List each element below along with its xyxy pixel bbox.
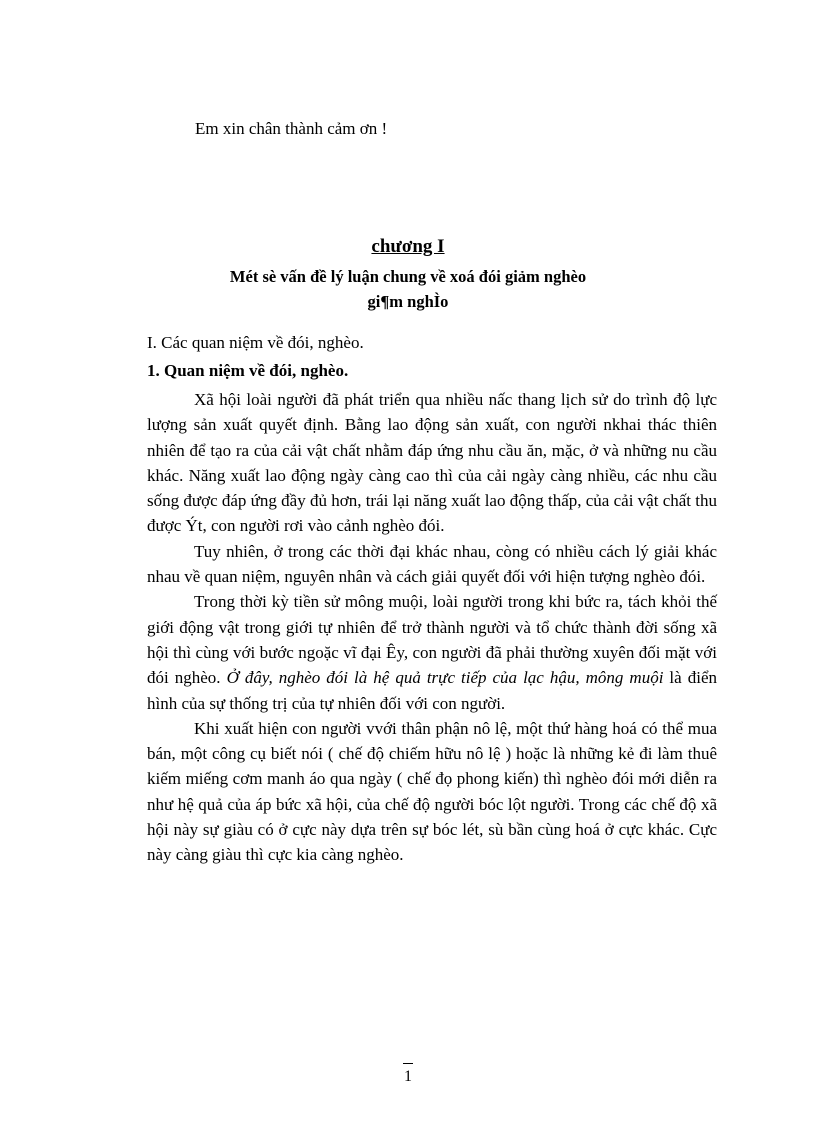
paragraph-text: Trong thời kỳ tiền sử mông muội, loài người trong khi bức ra, tách khỏi thế giới động vật trong giới tự nhiên để trở thành người và tổ chức thành đời sống xã hội thì cùng với bước ngoặc vĩ đại Êy, con người đã phải thường xuyên đối mặt với đói nghèo. (147, 592, 717, 688)
page-number-footer (0, 1063, 816, 1088)
chapter-subtitle: Mét sè vấn đề lý luận chung về xoá đói giảm nghèo (229, 267, 587, 286)
paragraph (147, 589, 717, 715)
paragraph-italic-text: Ở đây, nghèo đói là hệ quả trực tiếp của lạc hậu, mông muội (226, 668, 664, 688)
chapter-subtitle-continuation: gi¶m nghÌo (367, 292, 449, 311)
paragraph-text: là điển hình của sự thống trị của tự nhiên đối với con người. (147, 668, 717, 713)
thanks-line: Em xin chân thành cảm ơn ! (195, 119, 388, 138)
page-number: 1 (403, 1063, 413, 1088)
paragraph: Tuy nhiên, ở trong các thời đại khác nhau, còng có nhiều cách lý giải khác nhau về quan niệm, nguyên nhân và cách giải quyết đối với hiện tượng nghèo đói. (147, 541, 717, 587)
paragraph: Khi xuất hiện con người vvới thân phận nô lệ, một thứ hàng hoá có thể mua bán, một công cụ biết nói ( chế độ chiếm hữu nô lệ ) hoặc là những kẻ đi làm thuê kiếm miếng cơm manh áo qua ngày ( chế đọ phong kiến) thì nghèo đói mới diễn ra như hệ quả của áp bức xã hội, của chế độ người bóc lột người. Trong các chế độ xã hội này sự giàu có ở cực này dựa trên sự bóc lét, sù bần cùng hoá ở cực khác. Cực này càng giàu thì cực kia càng nghèo. (147, 718, 717, 865)
body-text (147, 387, 717, 868)
section-heading: I. Các quan niệm về đói, nghèo. (147, 333, 364, 352)
chapter-title: chương I (371, 236, 445, 257)
paragraph: Xã hội loài người đã phát triển qua nhiều nấc thang lịch sử do trình độ lực lượng sản xuất quyết định. Bằng lao động sản xuất, con người nkhai thác thiên nhiên để tạo ra của cải vật chất nhằm đáp ứng nhu cầu ăn, mặc, ở và những nu cầu khác. Năng xuất lao động ngày càng cao thì của cải ngày càng nhiều, các nhu cầu sống được đáp ứng đầy đủ hơn, trái lại năng xuất lao động thấp, của cải vật chất thu được Ýt, con người rơi vào cảnh nghèo đói. (147, 390, 717, 536)
subsection-heading: 1. Quan niệm về đói, nghèo. (147, 361, 349, 380)
